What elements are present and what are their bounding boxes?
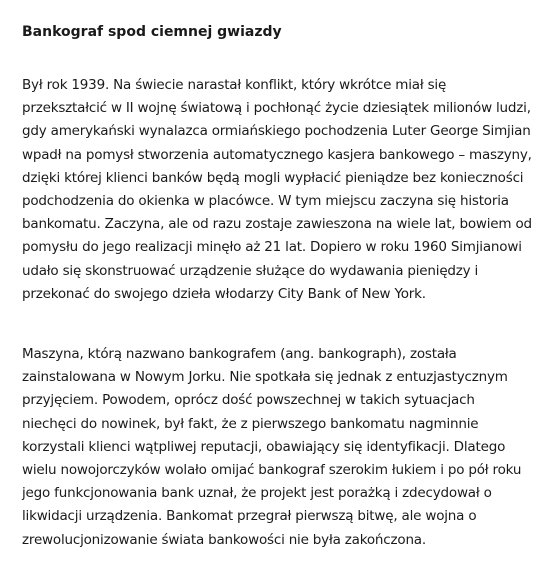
- article-paragraph-2: Maszyna, którą nazwano bankografem (ang. bankograph), została zainstalowana w Nowym Jorku. Nie spotkała się jednak z entuzjastycznym przyjęciem. Powodem, oprócz dość powszechnej w takich sytuacjach niechęci do nowinek, był fakt, że z pierwszego bankomatu nagminnie korzystali klienci wątpliwej reputacji, obawiający się identyfikacji. Dlatego wielu nowojorczyków wolało omijać bankograf szerokim łukiem i po pół roku jego funkcjonowania bank uznał, że projekt jest porażką i zdecydował o likwidacji urządzenia. Bankomat przegrał pierwszą bitwę, ale wojna o zrewolucjonizowanie świata bankowości nie była zakończona.: [22, 346, 522, 548]
- article-title: Bankograf spod ciemnej gwiazdy: [22, 24, 282, 40]
- article-paragraph-1: Był rok 1939. Na świecie narastał konflikt, który wkrótce miał się przekształcić w II wojnę światową i pochłonąć życie dziesiątek milionów ludzi, gdy amerykański wynalazca ormiańskiego pochodzenia Luter George Simjian wpadł na pomysł stworzenia automatycznego kasjera bankowego – maszyny, dzięki której klienci banków będą mogli wypłacić pieniądze bez konieczności podchodzenia do okienka w placówce. W tym miejscu zaczyna się historia bankomatu. Zaczyna, ale od razu zostaje zawieszona na wiele lat, bowiem od pomysłu do jego realizacji minęło aż 21 lat. Dopiero w roku 1960 Simjianowi udało się skonstruować urządzenie służące do wydawania pieniędzy i przekonać do swojego dzieła włodarzy City Bank of New York.: [22, 77, 532, 302]
